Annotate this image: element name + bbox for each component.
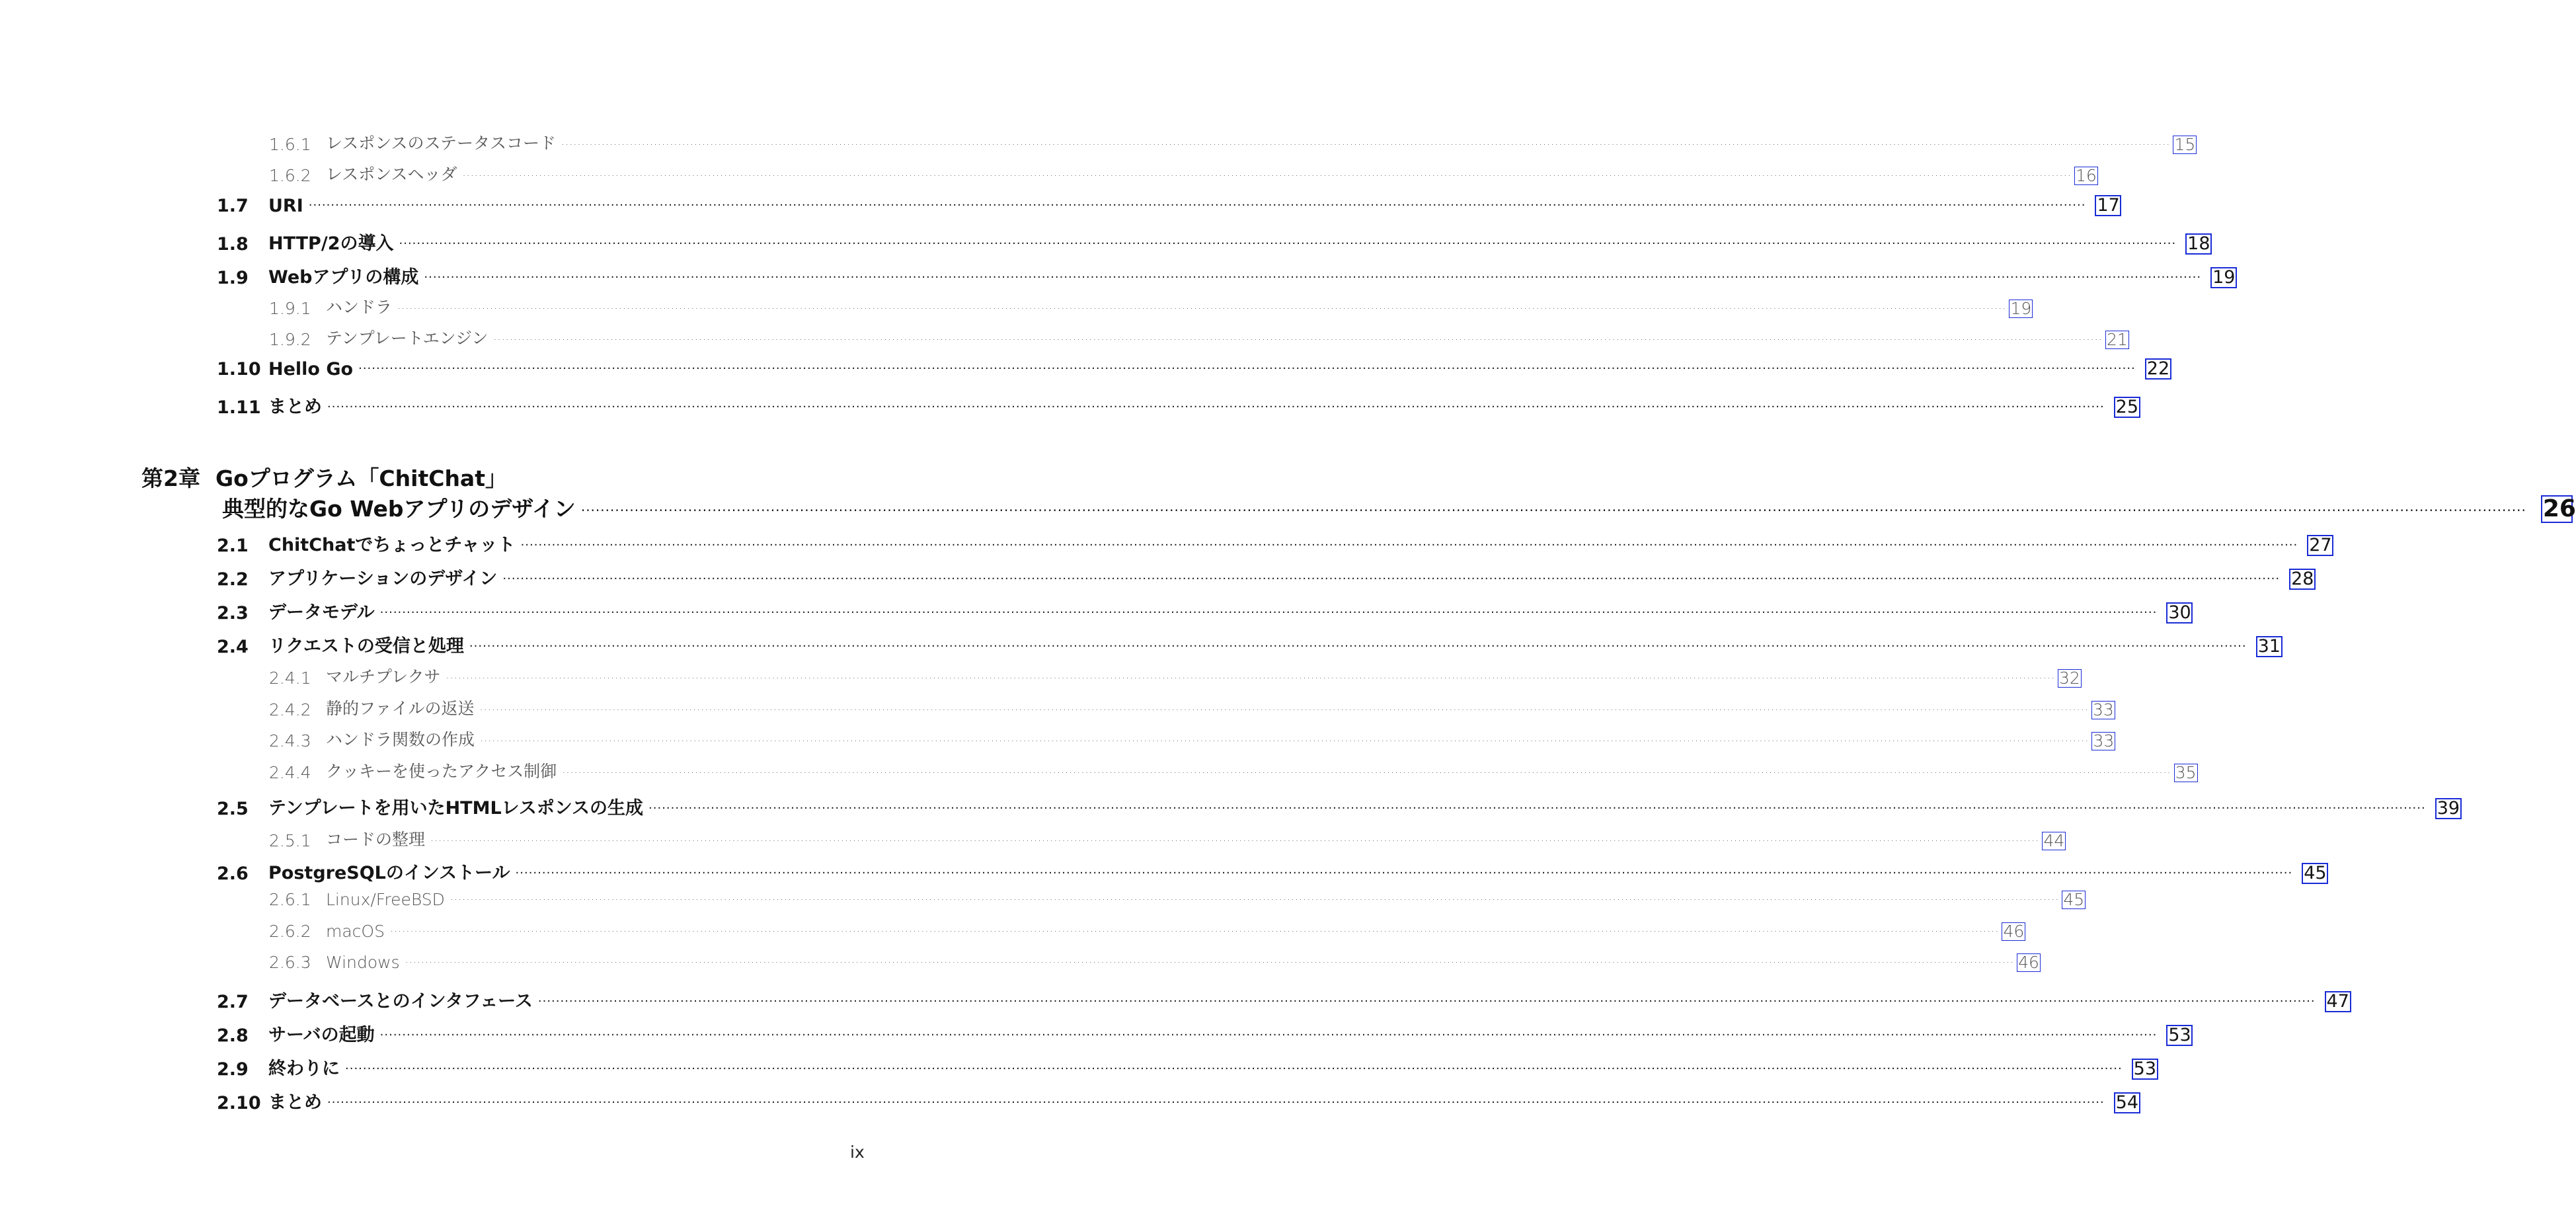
entry-title: Hello Go bbox=[268, 359, 354, 380]
entry-title: クッキーを使ったアクセス制御 bbox=[326, 762, 557, 781]
toc-entry[interactable] bbox=[217, 987, 2349, 1012]
entry-title: Windows bbox=[326, 953, 400, 972]
toc-entry[interactable] bbox=[217, 1088, 2139, 1113]
entry-title: macOS bbox=[326, 922, 385, 941]
entry-number: 2.6.2 bbox=[269, 922, 311, 941]
dot-leader: ················································································································································································································································································································································································································ bbox=[308, 198, 2086, 213]
entry-title: まとめ bbox=[268, 397, 322, 417]
entry-title: サーバの起動 bbox=[268, 1025, 375, 1045]
page-number-link[interactable]: 27 bbox=[2307, 535, 2333, 556]
toc-entry[interactable] bbox=[217, 858, 2327, 884]
dot-leader: ················································································································································································································································································································································································································ bbox=[397, 302, 2007, 315]
entry-title: テンプレートを用いたHTMLレスポンスの生成 bbox=[268, 798, 644, 819]
entry-title: Linux/FreeBSD bbox=[326, 890, 445, 909]
dot-leader: ················································································································································································································································································································································································································ bbox=[424, 270, 2202, 284]
dot-leader: ················································································································································································································································································································································································································ bbox=[520, 538, 2298, 552]
entry-number: 2.6.1 bbox=[269, 890, 311, 909]
toc-entry[interactable] bbox=[269, 758, 2197, 782]
toc-entry[interactable] bbox=[217, 262, 2236, 288]
toc-entry[interactable] bbox=[217, 1054, 2157, 1080]
entry-number: 2.8 bbox=[217, 1026, 249, 1046]
page-number-link[interactable]: 19 bbox=[2009, 300, 2033, 318]
toc-entry[interactable] bbox=[217, 195, 2120, 217]
toc-entry[interactable] bbox=[269, 325, 2128, 349]
dot-leader: ················································································································································································································································································································································································································ bbox=[580, 503, 2526, 518]
toc-entry[interactable] bbox=[217, 598, 2191, 624]
dot-leader: ················································································································································································································································································································································································································ bbox=[430, 834, 2040, 847]
entry-title: リクエストの受信と処理 bbox=[268, 636, 464, 657]
entry-title: アプリケーションのデザイン bbox=[268, 569, 498, 589]
page-number-link[interactable]: 33 bbox=[2091, 732, 2115, 750]
page-number-link[interactable]: 17 bbox=[2095, 195, 2121, 216]
page-number-link[interactable]: 32 bbox=[2058, 669, 2082, 688]
entry-title: ChitChatでちょっとチャット bbox=[268, 535, 516, 555]
toc-entry[interactable] bbox=[269, 889, 2085, 909]
toc-entry[interactable] bbox=[217, 564, 2314, 590]
page-number-link[interactable]: 30 bbox=[2166, 602, 2193, 624]
entry-number: 2.5 bbox=[217, 799, 249, 819]
toc-entry[interactable] bbox=[269, 952, 2039, 972]
page-number-link[interactable]: 39 bbox=[2435, 798, 2462, 819]
entry-number: 1.11 bbox=[217, 397, 261, 418]
entry-title: まとめ bbox=[268, 1092, 322, 1113]
dot-leader: ················································································································································································································································································································································································································ bbox=[462, 169, 2072, 182]
entry-number: 1.6.2 bbox=[269, 166, 311, 185]
chapter-heading bbox=[141, 462, 507, 493]
entry-title: コードの整理 bbox=[326, 830, 426, 849]
dot-leader: ················································································································································································································································································································································································································ bbox=[446, 672, 2055, 684]
entry-title: レスポンスのステータスコード bbox=[326, 134, 557, 153]
toc-entry[interactable] bbox=[269, 130, 2196, 154]
page-number-link[interactable]: 16 bbox=[2074, 167, 2098, 185]
entry-title: PostgreSQLのインストール bbox=[268, 863, 510, 883]
page-number-link[interactable]: 31 bbox=[2256, 636, 2283, 657]
dot-leader: ················································································································································································································································································································································································································ bbox=[405, 956, 2014, 969]
dot-leader: ················································································································································································································································································································································································································ bbox=[561, 138, 2171, 151]
page-folio: ix bbox=[850, 1143, 865, 1162]
dot-leader: ················································································································································································································································································································································································································ bbox=[479, 704, 2089, 716]
entry-title: データベースとのインタフェース bbox=[268, 991, 533, 1012]
dot-leader: ················································································································································································································································································································································································································ bbox=[562, 766, 2171, 779]
toc-entry[interactable] bbox=[269, 921, 2025, 941]
dot-leader: ················································································································································································································································································································································································································ bbox=[480, 735, 2089, 747]
page-number-link[interactable]: 47 bbox=[2325, 991, 2351, 1012]
page-number-link[interactable]: 22 bbox=[2145, 358, 2171, 380]
page-number-link[interactable]: 15 bbox=[2173, 136, 2197, 154]
page-number-link[interactable]: 28 bbox=[2289, 569, 2316, 590]
page-number-link[interactable]: 54 bbox=[2114, 1092, 2140, 1113]
dot-leader: ················································································································································································································································································································································································································ bbox=[389, 925, 2000, 938]
entry-title: HTTP/2の導入 bbox=[268, 233, 394, 254]
entry-title: Webアプリの構成 bbox=[268, 267, 419, 288]
page-number-link[interactable]: 25 bbox=[2114, 397, 2140, 418]
entry-title: 終わりに bbox=[268, 1059, 340, 1079]
toc-entry[interactable] bbox=[269, 826, 2065, 850]
toc-entry[interactable] bbox=[269, 294, 2032, 318]
entry-number: 1.8 bbox=[217, 234, 249, 255]
dot-leader: ················································································································································································································································································································································································································ bbox=[469, 639, 2247, 653]
toc-entry[interactable] bbox=[217, 229, 2210, 255]
dot-leader: ················································································································································································································································································································································································································ bbox=[379, 1028, 2158, 1042]
dot-leader: ················································································································································································································································································································································································································ bbox=[648, 801, 2426, 815]
entry-number: 2.6 bbox=[217, 864, 249, 884]
entry-number: 1.9.2 bbox=[269, 330, 311, 349]
entry-number: 2.4 bbox=[217, 637, 249, 657]
dot-leader: ················································································································································································································································································································································································································ bbox=[493, 333, 2103, 346]
page-number-link[interactable]: 45 bbox=[2302, 863, 2328, 884]
entry-number: 2.4.2 bbox=[269, 700, 311, 719]
page-number-link[interactable]: 46 bbox=[2002, 922, 2025, 941]
dot-leader: ················································································································································································································································································································································································································ bbox=[515, 866, 2293, 880]
entry-number: 2.9 bbox=[217, 1059, 249, 1080]
entry-number: 1.9.1 bbox=[269, 299, 311, 318]
entry-title: ハンドラ関数の作成 bbox=[326, 730, 475, 749]
entry-number: 2.3 bbox=[217, 603, 249, 624]
page-number-link[interactable]: 53 bbox=[2166, 1025, 2193, 1046]
toc-entry[interactable] bbox=[217, 358, 2170, 380]
toc-entry[interactable] bbox=[217, 793, 2460, 819]
entry-title: レスポンスヘッダ bbox=[326, 165, 457, 184]
toc-entry[interactable] bbox=[217, 1020, 2191, 1046]
entry-title: テンプレートエンジン bbox=[326, 329, 488, 348]
dot-leader: ················································································································································································································································································································································································································ bbox=[327, 1096, 2105, 1109]
dot-leader: ················································································································································································································································································································································································································ bbox=[345, 1062, 2123, 1076]
entry-number: 2.10 bbox=[217, 1093, 261, 1113]
dot-leader: ················································································································································································································································································································································································································ bbox=[537, 994, 2316, 1008]
entry-number: 2.5.1 bbox=[269, 831, 311, 850]
entry-title: ハンドラ bbox=[326, 298, 393, 317]
toc-entry[interactable] bbox=[217, 392, 2139, 418]
page-number-link[interactable]: 35 bbox=[2174, 764, 2198, 782]
toc-entry[interactable] bbox=[269, 696, 2114, 719]
toc-entry[interactable] bbox=[269, 727, 2115, 750]
page-number-link[interactable]: 21 bbox=[2105, 331, 2129, 349]
chapter-page-link[interactable]: 26 bbox=[2541, 495, 2573, 523]
toc-entry[interactable] bbox=[269, 161, 2097, 185]
entry-title: URI bbox=[268, 196, 303, 217]
chapter-subtitle-row[interactable] bbox=[215, 492, 2576, 523]
dot-leader: ················································································································································································································································································································································································································ bbox=[358, 362, 2136, 376]
entry-number: 2.4.4 bbox=[269, 763, 311, 782]
entry-number: 2.4.3 bbox=[269, 731, 311, 750]
toc-entry[interactable] bbox=[217, 631, 2281, 657]
dot-leader: ················································································································································································································································································································································································································ bbox=[327, 400, 2105, 414]
toc-entry[interactable] bbox=[217, 530, 2332, 556]
entry-number: 1.10 bbox=[217, 359, 261, 380]
entry-number: 2.1 bbox=[217, 536, 249, 556]
dot-leader: ················································································································································································································································································································································································································ bbox=[449, 893, 2060, 906]
page-number-link[interactable]: 19 bbox=[2210, 267, 2237, 288]
entry-number: 2.6.3 bbox=[269, 953, 311, 972]
dot-leader: ················································································································································································································································································································································································································ bbox=[379, 606, 2158, 620]
page-number-link[interactable]: 46 bbox=[2017, 953, 2041, 972]
dot-leader: ················································································································································································································································································································································································································ bbox=[502, 572, 2281, 586]
chapter-title-line2: 典型的なGo Webアプリのデザイン bbox=[222, 496, 576, 522]
entry-number: 2.4.1 bbox=[269, 668, 311, 688]
entry-number: 2.2 bbox=[217, 569, 249, 590]
page-number-link[interactable]: 44 bbox=[2042, 832, 2066, 850]
entry-title: 静的ファイルの返送 bbox=[326, 699, 475, 718]
chapter-label: 第2章 bbox=[141, 465, 200, 491]
page-number-link[interactable]: 18 bbox=[2185, 233, 2212, 255]
toc-entry[interactable] bbox=[269, 664, 2080, 688]
page-number-link[interactable]: 53 bbox=[2132, 1059, 2158, 1080]
entry-number: 1.7 bbox=[217, 196, 249, 217]
entry-number: 2.7 bbox=[217, 992, 249, 1012]
entry-title: マルチプレクサ bbox=[326, 667, 441, 686]
page-number-link[interactable]: 33 bbox=[2091, 701, 2115, 719]
entry-title: データモデル bbox=[268, 602, 375, 623]
entry-number: 1.6.1 bbox=[269, 135, 311, 154]
chapter-title-line1: Goプログラム「ChitChat」 bbox=[215, 465, 507, 491]
entry-number: 1.9 bbox=[217, 268, 249, 288]
page-number-link[interactable]: 45 bbox=[2062, 891, 2086, 909]
dot-leader: ················································································································································································································································································································································································································ bbox=[399, 237, 2177, 251]
